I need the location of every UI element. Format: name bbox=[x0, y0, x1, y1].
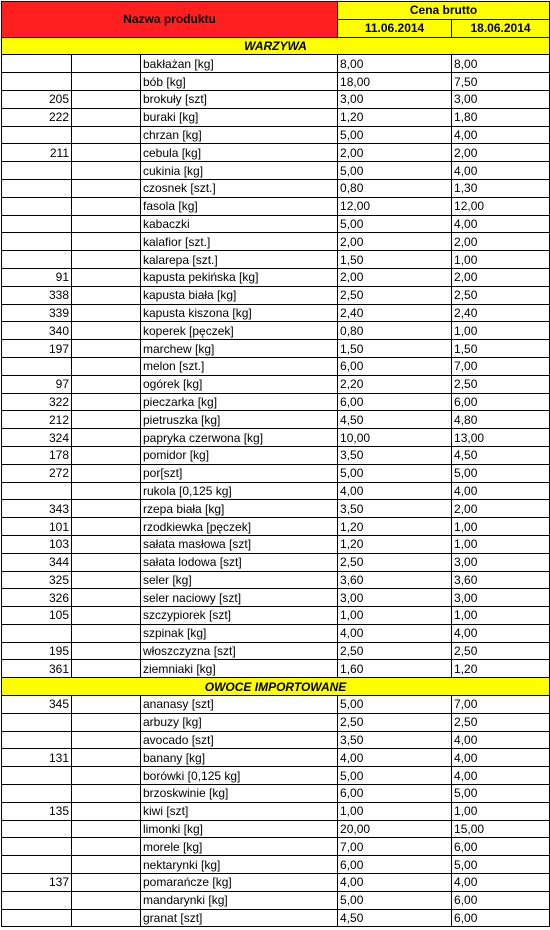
price-date-1-cell: 3,00 bbox=[338, 589, 452, 607]
price-date-2-cell: 2,00 bbox=[452, 233, 550, 251]
empty-cell bbox=[72, 749, 141, 767]
price-date-2-cell: 4,00 bbox=[452, 215, 550, 233]
price-date-1-cell: 3,60 bbox=[338, 571, 452, 589]
empty-cell bbox=[72, 251, 141, 269]
table-row bbox=[2, 304, 550, 322]
price-date-2-cell: 3,60 bbox=[452, 571, 550, 589]
price-date-1-cell: 5,00 bbox=[338, 215, 452, 233]
price-date-2-cell: 5,00 bbox=[452, 785, 550, 803]
product-code-cell: 326 bbox=[2, 589, 72, 607]
product-code-cell: 272 bbox=[2, 464, 72, 482]
price-date-2-cell: 4,00 bbox=[452, 482, 550, 500]
empty-cell bbox=[72, 162, 141, 180]
product-name-cell: banany [kg] bbox=[141, 749, 338, 767]
product-name-cell: granat [szt] bbox=[141, 909, 338, 927]
empty-cell bbox=[72, 820, 141, 838]
product-code-cell bbox=[2, 251, 72, 269]
empty-cell bbox=[72, 518, 141, 536]
product-name-cell: kabaczki bbox=[141, 215, 338, 233]
product-code-cell bbox=[2, 215, 72, 233]
price-date-1-cell: 10,00 bbox=[338, 429, 452, 447]
empty-cell bbox=[72, 90, 141, 108]
price-date-1-cell: 1,20 bbox=[338, 535, 452, 553]
price-date-2-cell: 1,00 bbox=[452, 251, 550, 269]
price-date-2-cell: 1,00 bbox=[452, 607, 550, 625]
table-row bbox=[2, 179, 550, 197]
price-date-1-cell: 2,00 bbox=[338, 144, 452, 162]
product-code-cell: 222 bbox=[2, 108, 72, 126]
table-row bbox=[2, 909, 550, 927]
product-code-cell: 211 bbox=[2, 144, 72, 162]
price-table-body bbox=[2, 2, 550, 927]
table-row bbox=[2, 251, 550, 269]
price-date-2-cell: 6,00 bbox=[452, 909, 550, 927]
price-date-2-cell: 3,00 bbox=[452, 90, 550, 108]
product-code-cell bbox=[2, 624, 72, 642]
product-code-cell: 137 bbox=[2, 874, 72, 892]
price-date-2-cell: 1,00 bbox=[452, 535, 550, 553]
table-row bbox=[2, 286, 550, 304]
product-code-cell: 343 bbox=[2, 500, 72, 518]
table-row bbox=[2, 535, 550, 553]
product-code-cell: 324 bbox=[2, 429, 72, 447]
price-date-2-cell: 7,00 bbox=[452, 357, 550, 375]
empty-cell bbox=[72, 286, 141, 304]
price-date-2-cell: 6,00 bbox=[452, 891, 550, 909]
product-name-cell: ananasy [szt] bbox=[141, 696, 338, 714]
price-date-1-cell: 4,00 bbox=[338, 624, 452, 642]
price-date-2-cell: 4,00 bbox=[452, 731, 550, 749]
price-date-2-cell: 1,00 bbox=[452, 518, 550, 536]
table-row bbox=[2, 767, 550, 785]
product-code-cell bbox=[2, 891, 72, 909]
table-row bbox=[2, 624, 550, 642]
price-date-1-cell: 2,20 bbox=[338, 375, 452, 393]
price-date-2-cell: 6,00 bbox=[452, 393, 550, 411]
price-date-2-cell: 1,50 bbox=[452, 340, 550, 358]
product-code-cell: 345 bbox=[2, 696, 72, 714]
table-row bbox=[2, 268, 550, 286]
table-row bbox=[2, 785, 550, 803]
empty-cell bbox=[72, 322, 141, 340]
empty-cell bbox=[72, 856, 141, 874]
price-date-2-cell: 7,50 bbox=[452, 73, 550, 91]
product-code-cell: 322 bbox=[2, 393, 72, 411]
product-code-cell: 325 bbox=[2, 571, 72, 589]
empty-cell bbox=[72, 838, 141, 856]
price-date-1-cell: 5,00 bbox=[338, 162, 452, 180]
product-code-cell bbox=[2, 126, 72, 144]
empty-cell bbox=[72, 393, 141, 411]
table-row bbox=[2, 162, 550, 180]
price-date-1-cell: 1,50 bbox=[338, 340, 452, 358]
table-row bbox=[2, 518, 550, 536]
product-code-cell: 178 bbox=[2, 446, 72, 464]
product-code-cell: 195 bbox=[2, 642, 72, 660]
price-date-2-cell: 1,80 bbox=[452, 108, 550, 126]
empty-cell bbox=[72, 429, 141, 447]
table-row bbox=[2, 589, 550, 607]
price-date-1-cell: 12,00 bbox=[338, 197, 452, 215]
product-name-cell: chrzan [kg] bbox=[141, 126, 338, 144]
price-date-1-cell: 20,00 bbox=[338, 820, 452, 838]
product-name-cell: szczypiorek [szt] bbox=[141, 607, 338, 625]
price-date-1-cell: 8,00 bbox=[338, 55, 452, 73]
product-name-cell: pomarańcze [kg] bbox=[141, 874, 338, 892]
table-row bbox=[2, 749, 550, 767]
price-date-1-cell: 4,00 bbox=[338, 482, 452, 500]
price-date-2-cell: 2,50 bbox=[452, 713, 550, 731]
product-name-cell: kiwi [szt] bbox=[141, 802, 338, 820]
empty-cell bbox=[72, 357, 141, 375]
table-row bbox=[2, 856, 550, 874]
product-code-cell bbox=[2, 233, 72, 251]
product-code-cell bbox=[2, 838, 72, 856]
price-date-1-cell: 18,00 bbox=[338, 73, 452, 91]
table-row bbox=[2, 375, 550, 393]
price-date-2-cell: 2,00 bbox=[452, 500, 550, 518]
product-name-cell: bakłażan [kg] bbox=[141, 55, 338, 73]
price-date-1-cell: 5,00 bbox=[338, 126, 452, 144]
price-date-2-cell: 4,00 bbox=[452, 126, 550, 144]
price-date-2-cell: 15,00 bbox=[452, 820, 550, 838]
product-name-cell: seler [kg] bbox=[141, 571, 338, 589]
empty-cell bbox=[72, 660, 141, 678]
table-row bbox=[2, 660, 550, 678]
product-code-cell: 361 bbox=[2, 660, 72, 678]
empty-cell bbox=[72, 73, 141, 91]
table-row bbox=[2, 838, 550, 856]
table-row bbox=[2, 108, 550, 126]
price-date-1-cell: 7,00 bbox=[338, 838, 452, 856]
product-name-cell: borówki [0,125 kg] bbox=[141, 767, 338, 785]
price-date-2-cell: 2,00 bbox=[452, 144, 550, 162]
table-row bbox=[2, 731, 550, 749]
table-row bbox=[2, 713, 550, 731]
product-name-cell: buraki [kg] bbox=[141, 108, 338, 126]
empty-cell bbox=[72, 215, 141, 233]
section-header-row bbox=[2, 678, 550, 696]
price-date-2-cell: 2,50 bbox=[452, 375, 550, 393]
price-date-2-cell: 3,00 bbox=[452, 589, 550, 607]
empty-cell bbox=[72, 179, 141, 197]
product-name-cell: cebula [kg] bbox=[141, 144, 338, 162]
product-name-cell: kapusta kiszona [kg] bbox=[141, 304, 338, 322]
product-name-cell: rzepa biała [kg] bbox=[141, 500, 338, 518]
price-table bbox=[1, 1, 550, 927]
price-date-1-cell: 5,00 bbox=[338, 696, 452, 714]
product-name-cell: kapusta biała [kg] bbox=[141, 286, 338, 304]
empty-cell bbox=[72, 696, 141, 714]
product-name-cell: nektarynki [kg] bbox=[141, 856, 338, 874]
empty-cell bbox=[72, 108, 141, 126]
product-code-cell bbox=[2, 767, 72, 785]
price-date-1-cell: 3,50 bbox=[338, 500, 452, 518]
empty-cell bbox=[72, 571, 141, 589]
price-date-1-cell: 6,00 bbox=[338, 785, 452, 803]
price-date-1-cell: 2,50 bbox=[338, 553, 452, 571]
empty-cell bbox=[72, 909, 141, 927]
product-name-cell: pietruszka [kg] bbox=[141, 411, 338, 429]
table-row bbox=[2, 340, 550, 358]
section-title: OWOCE IMPORTOWANE bbox=[2, 678, 550, 696]
product-name-cell: włoszczyzna [szt] bbox=[141, 642, 338, 660]
empty-cell bbox=[72, 589, 141, 607]
price-date-2-cell: 2,40 bbox=[452, 304, 550, 322]
price-date-2-cell: 4,50 bbox=[452, 446, 550, 464]
price-date-2-cell: 1,20 bbox=[452, 660, 550, 678]
empty-cell bbox=[72, 535, 141, 553]
product-code-cell: 135 bbox=[2, 802, 72, 820]
product-name-cell: avocado [szt] bbox=[141, 731, 338, 749]
table-row bbox=[2, 446, 550, 464]
product-name-cell: seler naciowy [szt] bbox=[141, 589, 338, 607]
price-date-2-cell: 4,80 bbox=[452, 411, 550, 429]
product-name-cell: bób [kg] bbox=[141, 73, 338, 91]
price-date-1-cell: 4,00 bbox=[338, 874, 452, 892]
price-date-2-cell: 1,00 bbox=[452, 802, 550, 820]
table-row bbox=[2, 322, 550, 340]
empty-cell bbox=[72, 785, 141, 803]
product-name-cell: por[szt] bbox=[141, 464, 338, 482]
empty-cell bbox=[72, 268, 141, 286]
product-name-cell: melon [szt.] bbox=[141, 357, 338, 375]
product-code-cell bbox=[2, 856, 72, 874]
product-code-cell: 344 bbox=[2, 553, 72, 571]
table-row bbox=[2, 874, 550, 892]
price-date-1-cell: 3,00 bbox=[338, 90, 452, 108]
price-date-1-cell: 6,00 bbox=[338, 856, 452, 874]
table-row bbox=[2, 571, 550, 589]
empty-cell bbox=[72, 375, 141, 393]
product-code-cell bbox=[2, 909, 72, 927]
product-code-cell bbox=[2, 482, 72, 500]
price-date-2-cell: 13,00 bbox=[452, 429, 550, 447]
product-code-cell: 338 bbox=[2, 286, 72, 304]
product-name-cell: cukinia [kg] bbox=[141, 162, 338, 180]
product-code-cell bbox=[2, 162, 72, 180]
price-date-2-cell: 5,00 bbox=[452, 464, 550, 482]
price-date-1-cell: 4,50 bbox=[338, 909, 452, 927]
price-date-2-cell: 2,00 bbox=[452, 268, 550, 286]
table-row bbox=[2, 642, 550, 660]
price-date-2-cell: 4,00 bbox=[452, 624, 550, 642]
table-row bbox=[2, 197, 550, 215]
product-name-cell: czosnek [szt.] bbox=[141, 179, 338, 197]
empty-cell bbox=[72, 624, 141, 642]
price-date-2-cell: 1,30 bbox=[452, 179, 550, 197]
price-date-2-cell: 3,00 bbox=[452, 553, 550, 571]
product-name-header: Nazwa produktu bbox=[2, 2, 338, 38]
empty-cell bbox=[72, 304, 141, 322]
product-name-cell: szpinak [kg] bbox=[141, 624, 338, 642]
date-1-header: 11.06.2014 bbox=[338, 19, 452, 37]
product-name-cell: brzoskwinie [kg] bbox=[141, 785, 338, 803]
price-date-2-cell: 8,00 bbox=[452, 55, 550, 73]
price-date-1-cell: 1,20 bbox=[338, 518, 452, 536]
price-date-1-cell: 3,50 bbox=[338, 446, 452, 464]
empty-cell bbox=[72, 767, 141, 785]
price-date-2-cell: 1,00 bbox=[452, 322, 550, 340]
product-code-cell bbox=[2, 197, 72, 215]
product-code-cell: 91 bbox=[2, 268, 72, 286]
empty-cell bbox=[72, 500, 141, 518]
price-date-2-cell: 6,00 bbox=[452, 838, 550, 856]
product-code-cell: 197 bbox=[2, 340, 72, 358]
empty-cell bbox=[72, 874, 141, 892]
empty-cell bbox=[72, 607, 141, 625]
price-date-1-cell: 2,50 bbox=[338, 713, 452, 731]
price-date-1-cell: 4,00 bbox=[338, 749, 452, 767]
table-row bbox=[2, 233, 550, 251]
price-date-1-cell: 2,00 bbox=[338, 268, 452, 286]
empty-cell bbox=[72, 197, 141, 215]
price-date-1-cell: 1,50 bbox=[338, 251, 452, 269]
product-code-cell bbox=[2, 785, 72, 803]
empty-cell bbox=[72, 55, 141, 73]
price-date-1-cell: 2,00 bbox=[338, 233, 452, 251]
table-row bbox=[2, 357, 550, 375]
empty-cell bbox=[72, 713, 141, 731]
table-row bbox=[2, 696, 550, 714]
product-code-cell bbox=[2, 731, 72, 749]
product-code-cell bbox=[2, 73, 72, 91]
table-row bbox=[2, 802, 550, 820]
product-code-cell bbox=[2, 713, 72, 731]
empty-cell bbox=[72, 731, 141, 749]
price-date-2-cell: 7,00 bbox=[452, 696, 550, 714]
price-date-2-cell: 4,00 bbox=[452, 749, 550, 767]
product-name-cell: brokuły [szt] bbox=[141, 90, 338, 108]
table-row bbox=[2, 126, 550, 144]
product-code-cell: 205 bbox=[2, 90, 72, 108]
price-date-2-cell: 2,50 bbox=[452, 642, 550, 660]
product-code-cell bbox=[2, 820, 72, 838]
product-name-cell: pomidor [kg] bbox=[141, 446, 338, 464]
price-date-2-cell: 4,00 bbox=[452, 874, 550, 892]
product-name-cell: pieczarka [kg] bbox=[141, 393, 338, 411]
product-name-cell: morele [kg] bbox=[141, 838, 338, 856]
table-row bbox=[2, 215, 550, 233]
product-code-cell bbox=[2, 357, 72, 375]
empty-cell bbox=[72, 144, 141, 162]
product-code-cell: 103 bbox=[2, 535, 72, 553]
price-date-1-cell: 0,80 bbox=[338, 322, 452, 340]
price-date-1-cell: 1,60 bbox=[338, 660, 452, 678]
product-name-cell: mandarynki [kg] bbox=[141, 891, 338, 909]
product-code-cell bbox=[2, 55, 72, 73]
price-date-1-cell: 5,00 bbox=[338, 464, 452, 482]
product-name-cell: ziemniaki [kg] bbox=[141, 660, 338, 678]
product-name-cell: papryka czerwona [kg] bbox=[141, 429, 338, 447]
table-row bbox=[2, 820, 550, 838]
product-code-cell: 105 bbox=[2, 607, 72, 625]
table-row bbox=[2, 464, 550, 482]
empty-cell bbox=[72, 411, 141, 429]
header-row bbox=[2, 2, 550, 20]
price-date-1-cell: 3,50 bbox=[338, 731, 452, 749]
product-code-cell: 97 bbox=[2, 375, 72, 393]
product-name-cell: marchew [kg] bbox=[141, 340, 338, 358]
price-date-2-cell: 5,00 bbox=[452, 856, 550, 874]
section-title: WARZYWA bbox=[2, 37, 550, 55]
table-row bbox=[2, 411, 550, 429]
price-date-1-cell: 2,50 bbox=[338, 286, 452, 304]
empty-cell bbox=[72, 446, 141, 464]
date-2-header: 18.06.2014 bbox=[452, 19, 550, 37]
product-name-cell: kalafior [szt.] bbox=[141, 233, 338, 251]
empty-cell bbox=[72, 891, 141, 909]
price-date-1-cell: 6,00 bbox=[338, 393, 452, 411]
table-row bbox=[2, 144, 550, 162]
price-date-1-cell: 5,00 bbox=[338, 767, 452, 785]
empty-cell bbox=[72, 642, 141, 660]
price-date-2-cell: 12,00 bbox=[452, 197, 550, 215]
empty-cell bbox=[72, 802, 141, 820]
price-date-1-cell: 2,40 bbox=[338, 304, 452, 322]
empty-cell bbox=[72, 464, 141, 482]
product-code-cell: 131 bbox=[2, 749, 72, 767]
section-header-row bbox=[2, 37, 550, 55]
price-date-1-cell: 5,00 bbox=[338, 891, 452, 909]
table-row bbox=[2, 429, 550, 447]
empty-cell bbox=[72, 340, 141, 358]
product-name-cell: kalarepa [szt.] bbox=[141, 251, 338, 269]
price-date-1-cell: 6,00 bbox=[338, 357, 452, 375]
product-code-cell: 339 bbox=[2, 304, 72, 322]
price-date-1-cell: 1,20 bbox=[338, 108, 452, 126]
table-row bbox=[2, 393, 550, 411]
price-date-1-cell: 4,50 bbox=[338, 411, 452, 429]
product-name-cell: rzodkiewka [pęczek] bbox=[141, 518, 338, 536]
product-name-cell: ogórek [kg] bbox=[141, 375, 338, 393]
price-date-1-cell: 1,00 bbox=[338, 607, 452, 625]
product-name-cell: kapusta pekińska [kg] bbox=[141, 268, 338, 286]
product-code-cell bbox=[2, 179, 72, 197]
product-name-cell: koperek [pęczek] bbox=[141, 322, 338, 340]
product-name-cell: limonki [kg] bbox=[141, 820, 338, 838]
product-name-cell: rukola [0,125 kg] bbox=[141, 482, 338, 500]
table-row bbox=[2, 553, 550, 571]
product-name-cell: arbuzy [kg] bbox=[141, 713, 338, 731]
table-row bbox=[2, 55, 550, 73]
product-code-cell: 212 bbox=[2, 411, 72, 429]
table-row bbox=[2, 90, 550, 108]
price-date-2-cell: 4,00 bbox=[452, 767, 550, 785]
table-row bbox=[2, 482, 550, 500]
product-code-cell: 340 bbox=[2, 322, 72, 340]
price-header: Cena brutto bbox=[338, 2, 550, 20]
empty-cell bbox=[72, 553, 141, 571]
empty-cell bbox=[72, 482, 141, 500]
product-name-cell: sałata masłowa [szt] bbox=[141, 535, 338, 553]
table-row bbox=[2, 500, 550, 518]
product-name-cell: sałata lodowa [szt] bbox=[141, 553, 338, 571]
price-date-1-cell: 1,00 bbox=[338, 802, 452, 820]
empty-cell bbox=[72, 126, 141, 144]
price-date-1-cell: 0,80 bbox=[338, 179, 452, 197]
table-row bbox=[2, 891, 550, 909]
table-row bbox=[2, 73, 550, 91]
price-date-1-cell: 2,50 bbox=[338, 642, 452, 660]
product-code-cell: 101 bbox=[2, 518, 72, 536]
price-date-2-cell: 4,00 bbox=[452, 162, 550, 180]
price-date-2-cell: 2,50 bbox=[452, 286, 550, 304]
product-name-cell: fasola [kg] bbox=[141, 197, 338, 215]
table-row bbox=[2, 607, 550, 625]
empty-cell bbox=[72, 233, 141, 251]
